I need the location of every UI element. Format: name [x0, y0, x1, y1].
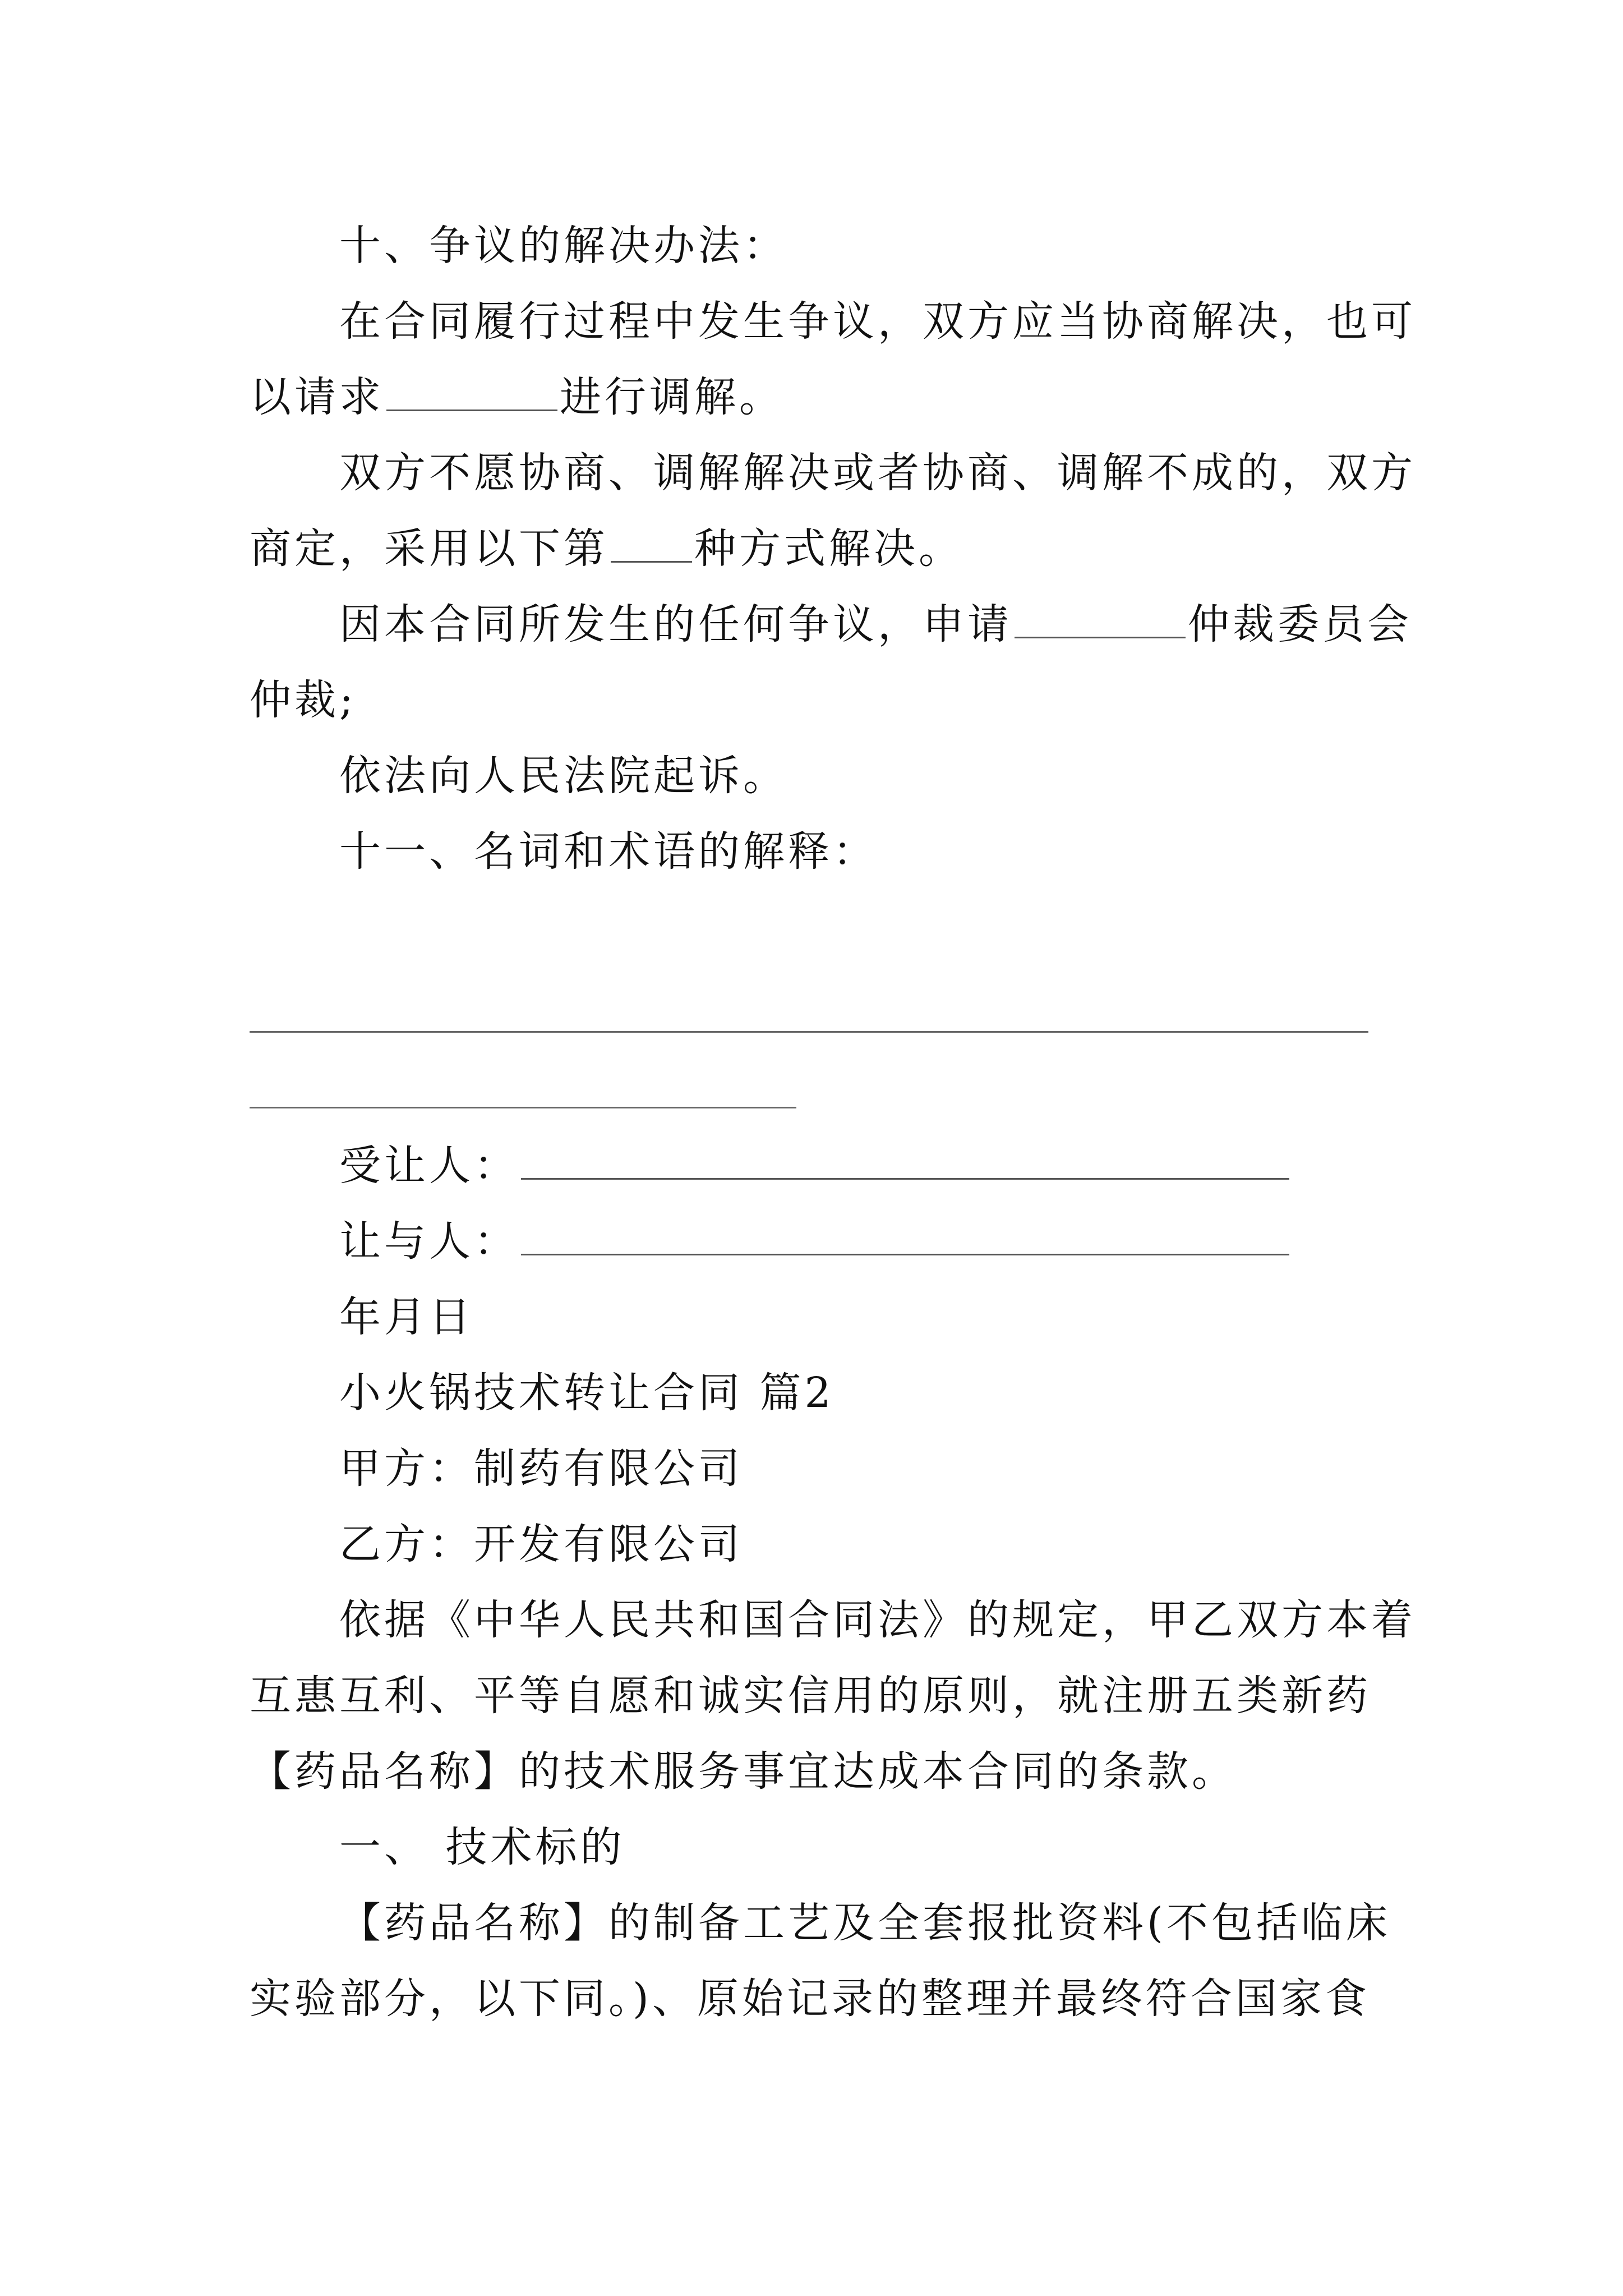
paragraph-line [0, 1971, 1623, 2027]
contract-title [0, 1365, 1623, 1421]
section-10-heading [0, 218, 1623, 274]
fill-in-blank [386, 375, 557, 411]
paragraph-line [0, 293, 1623, 349]
paragraph-line [0, 596, 1623, 652]
heading-text: 十一、名词和术语的解释： [339, 827, 878, 876]
paragraph-text: 商定，采用以下第 [250, 524, 608, 573]
paragraph-line [0, 369, 1623, 425]
fill-in-blank [1015, 602, 1186, 638]
assignor-line [0, 1213, 1623, 1269]
paragraph-line [0, 748, 1623, 804]
paragraph-line [0, 1743, 1623, 1800]
fill-in-blank [611, 526, 692, 563]
signature-blank [521, 1143, 1289, 1180]
assignor-label: 让与人： [339, 1217, 519, 1266]
paragraph-text: 实验部分，以下同。)、原始记录的整理并最终符合国家食 [250, 1975, 1370, 2023]
paragraph-line [0, 445, 1623, 501]
section-1-heading [0, 1819, 1623, 1875]
paragraph-text: 依法向人民法院起诉。 [339, 752, 788, 800]
blank-rule [250, 1031, 1368, 1033]
party-a-text: 甲方：制药有限公司 [339, 1444, 743, 1493]
paragraph-text: 双方不愿协商、调解解决或者协商、调解不成的，双方 [339, 449, 1416, 497]
paragraph-text: 种方式解决。 [694, 524, 963, 573]
title-text: 小火锅技术转让合同 篇2 [339, 1369, 834, 1417]
date-line [0, 1289, 1623, 1345]
paragraph-text: 进行调解。 [560, 373, 784, 421]
party-b-line [0, 1516, 1623, 1572]
paragraph-line [0, 1895, 1623, 1951]
heading-text: 十、争议的解决办法： [339, 222, 788, 270]
section-11-heading [0, 823, 1623, 880]
paragraph-line [0, 1592, 1623, 1648]
paragraph-text: 【药品名称】的制备工艺及全套报批资料(不包括临床 [339, 1899, 1391, 1947]
paragraph-text: 【药品名称】的技术服务事宜达成本合同的条款。 [250, 1747, 1237, 1796]
heading-text: 一、 技术标的 [339, 1823, 625, 1871]
blank-rule [250, 1107, 796, 1108]
paragraph-text: 依据《中华人民共和国合同法》的规定，甲乙双方本着 [339, 1596, 1416, 1644]
paragraph-line [0, 1668, 1623, 1724]
paragraph-text: 仲裁; [250, 676, 357, 724]
assignee-line [0, 1138, 1623, 1194]
paragraph-line [0, 672, 1623, 728]
paragraph-text: 因本合同所发生的任何争议，申请 [339, 600, 1012, 648]
paragraph-text: 以请求 [250, 373, 384, 421]
paragraph-text: 在合同履行过程中发生争议，双方应当协商解决，也可 [339, 297, 1416, 346]
party-a-line [0, 1441, 1623, 1497]
paragraph-text: 互惠互利、平等自愿和诚实信用的原则，就注册五类新药 [250, 1672, 1371, 1720]
paragraph-line [0, 521, 1623, 577]
signature-blank [521, 1219, 1289, 1255]
date-label: 年月日 [339, 1293, 474, 1341]
assignee-label: 受让人： [339, 1142, 519, 1190]
paragraph-text: 仲裁委员会 [1188, 600, 1412, 648]
party-b-text: 乙方：开发有限公司 [339, 1520, 743, 1568]
